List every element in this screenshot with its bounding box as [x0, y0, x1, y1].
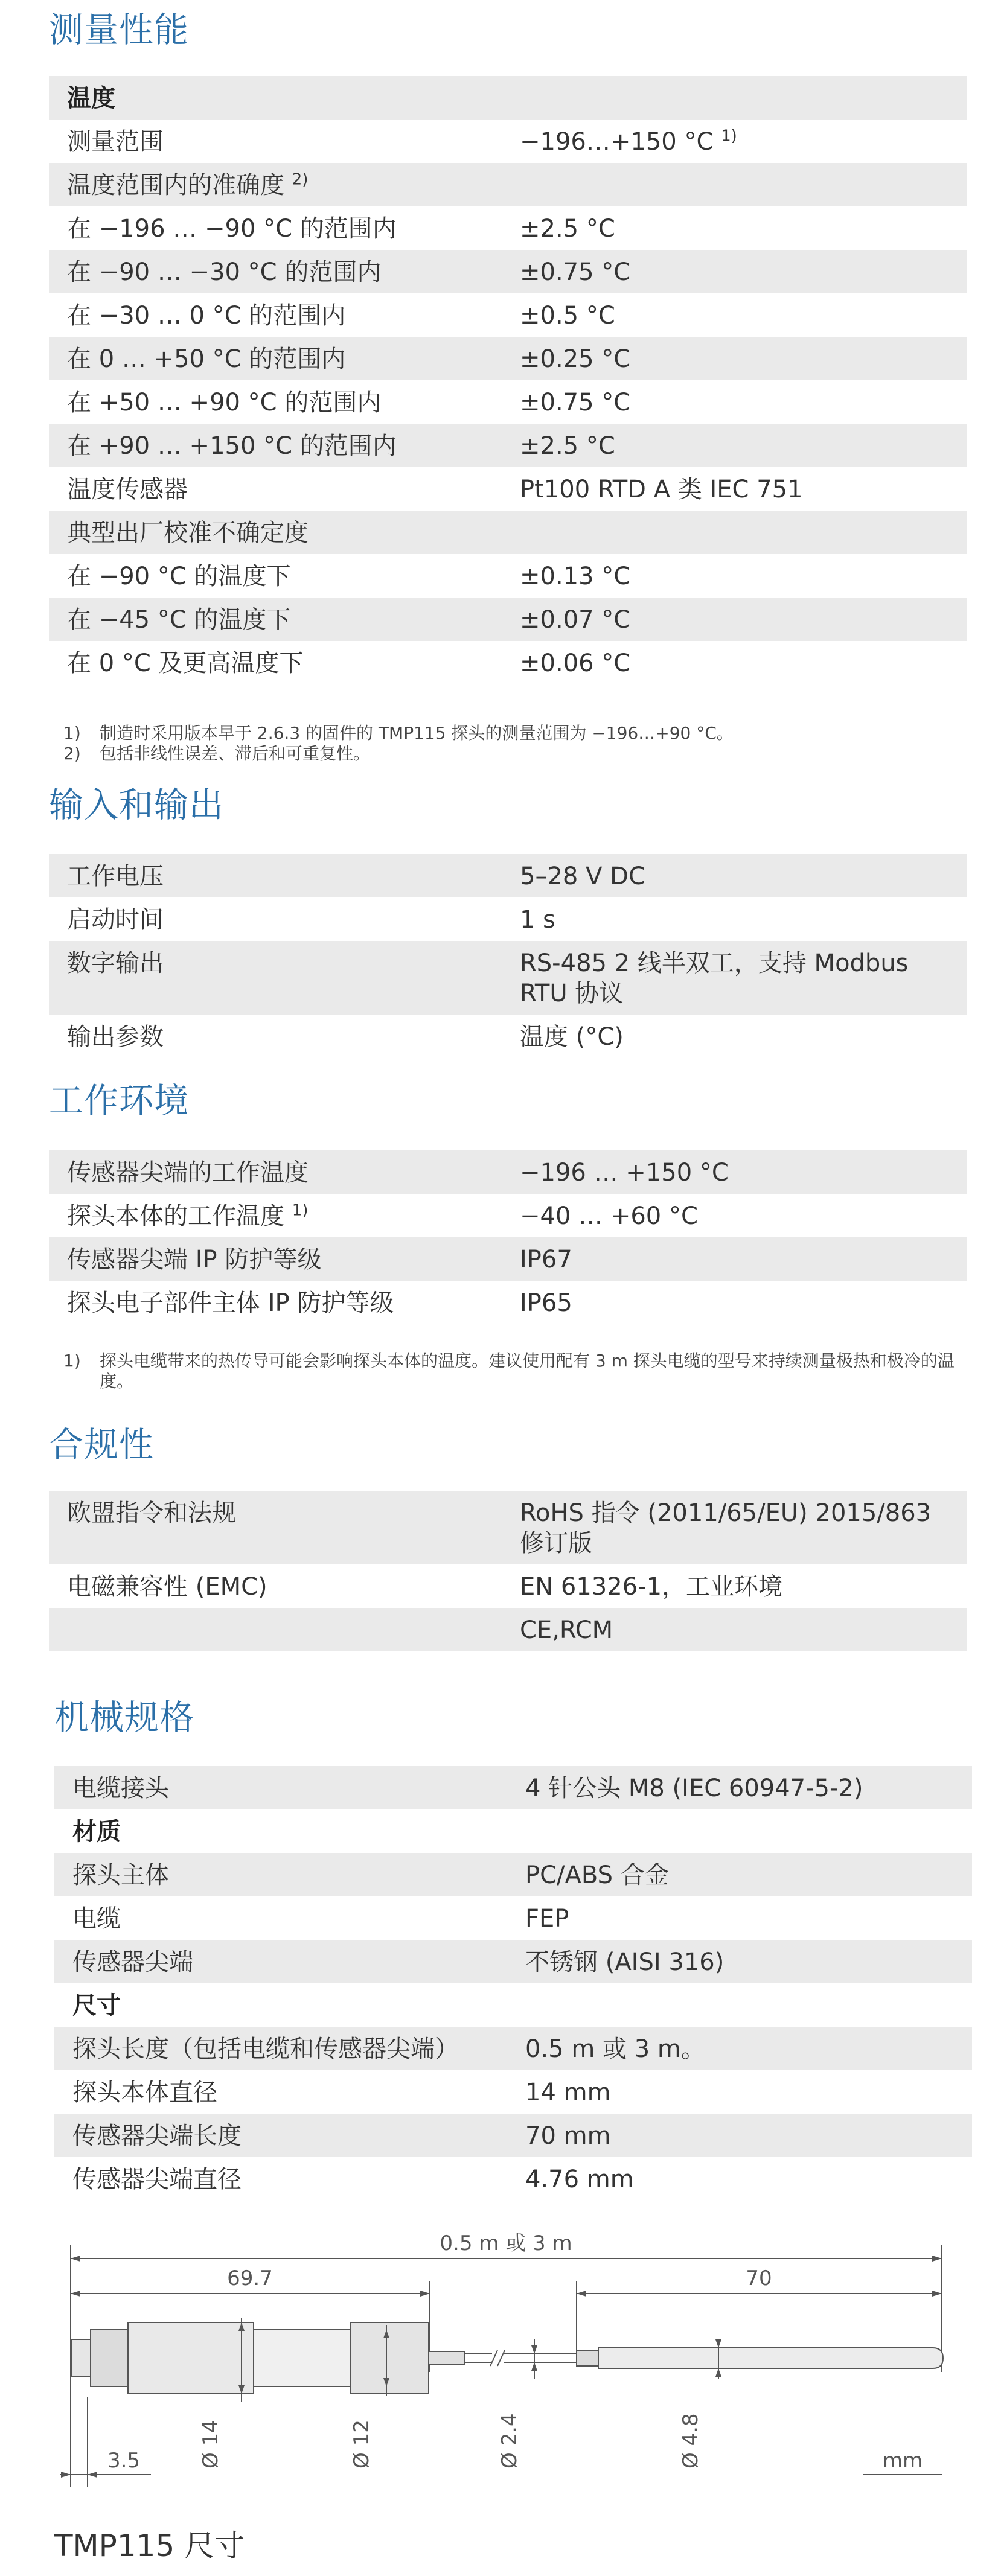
table-row [54, 1983, 972, 2027]
table-row [49, 76, 967, 120]
row-label: 在 0 … +50 °C 的范围内 [67, 345, 346, 373]
dim-unit: mm [882, 2449, 923, 2473]
table-row [49, 1564, 967, 1608]
dim-grip-diameter: Ø 12 [350, 2420, 374, 2469]
table-row [49, 854, 967, 897]
row-label: 传感器尖端 IP 防护等级 [67, 1246, 322, 1274]
row-label: 测量范围 [67, 128, 164, 156]
row-label: 传感器尖端 [72, 1948, 193, 1976]
footnote: 2) 包括非线性误差、滞后和可重复性。 [63, 744, 371, 764]
row-label: 在 0 °C 及更高温度下 [67, 649, 304, 677]
row-value: PC/ABS 合金 [525, 1861, 669, 1889]
footnote: 1) 探头电缆带来的热传导可能会影响探头本体的温度。建议使用配有 3 m 探头电缆的型号来持续测量极热和极冷的温度。 [63, 1351, 955, 1391]
table-row [54, 2157, 972, 2201]
table-row [49, 467, 967, 511]
row-label: 在 −90 °C 的温度下 [67, 563, 291, 590]
table-row [49, 1281, 967, 1324]
measurement-footnotes [63, 723, 957, 764]
table-row [49, 941, 967, 1015]
row-label: 探头主体 [72, 1861, 169, 1889]
row-value: ±0.13 °C [520, 563, 631, 590]
footnote: 1) 制造时采用版本早于 2.6.3 的固件的 TMP115 探头的测量范围为 −196…+90 °C。 [63, 723, 734, 743]
table-row [49, 1237, 967, 1281]
table-row [49, 1491, 967, 1564]
row-label: 传感器尖端直径 [72, 2166, 242, 2193]
row-value: 5–28 V DC [520, 862, 645, 890]
row-value: −40 … +60 °C [520, 1202, 698, 1230]
row-label: 工作电压 [67, 862, 164, 890]
section-title-io: 输入和输出 [49, 785, 224, 825]
row-value: IP65 [520, 1289, 572, 1317]
row-label: 探头本体的工作温度 $^{1)}$ [67, 1201, 309, 1230]
drawing-caption: TMP115 尺寸 [54, 2528, 245, 2563]
row-value: −196…+150 °C $^{1)}$ [520, 127, 737, 156]
row-value: 不锈钢 (AISI 316) [525, 1948, 725, 1976]
row-value: 14 mm [525, 2079, 611, 2106]
row-label: 电磁兼容性 (EMC) [67, 1573, 267, 1601]
table-row [49, 1015, 967, 1058]
row-label: 尺寸 [72, 1992, 121, 2020]
row-value: Pt100 RTD A 类 IEC 751 [520, 476, 803, 503]
row-label: 在 −45 °C 的温度下 [67, 606, 291, 634]
table-row [54, 2070, 972, 2114]
environment-footnotes [63, 1351, 957, 1392]
dim-tip-length: 70 [746, 2266, 772, 2291]
row-label: 温度 [67, 84, 115, 112]
table-row [49, 1194, 967, 1237]
table-row [49, 380, 967, 424]
row-value: 4 针公头 M8 (IEC 60947-5-2) [525, 1774, 863, 1802]
table-row [54, 2114, 972, 2157]
row-label: 在 +50 … +90 °C 的范围内 [67, 389, 382, 416]
dim-tip-diameter: Ø 4.8 [679, 2413, 703, 2469]
section-title-compliance: 合规性 [49, 1425, 154, 1465]
table-row [54, 1766, 972, 1809]
table-row [54, 1809, 972, 1853]
row-value: IP67 [520, 1246, 572, 1274]
compliance-table [49, 1491, 967, 1651]
measurement-table [49, 76, 967, 684]
row-label: 数字输出 [67, 949, 164, 977]
row-label: 启动时间 [67, 906, 164, 934]
row-label: 探头本体直径 [72, 2079, 217, 2106]
table-row [54, 1940, 972, 1983]
table-row [54, 1853, 972, 1896]
row-label: 材质 [72, 1818, 121, 1846]
row-value: CE,RCM [520, 1616, 613, 1644]
row-label: 探头长度（包括电缆和传感器尖端） [72, 2035, 459, 2063]
row-label: 温度范围内的准确度 $^{2)}$ [67, 170, 309, 199]
row-value: RS-485 2 线半双工，支持 Modbus RTU 协议 [520, 949, 909, 1007]
row-label: 传感器尖端长度 [72, 2122, 242, 2150]
dimension-drawing [0, 2221, 998, 2511]
dim-cable-diameter: Ø 2.4 [497, 2413, 522, 2469]
dim-connector-length: 3.5 [107, 2449, 141, 2473]
table-row [49, 120, 967, 163]
row-value: ±2.5 °C [520, 215, 615, 243]
row-label: 在 −90 … −30 °C 的范围内 [67, 258, 382, 286]
table-row [49, 897, 967, 941]
row-value: ±0.06 °C [520, 649, 631, 677]
section-title-mechanical: 机械规格 [54, 1698, 194, 1738]
section-title-measurement: 测量性能 [49, 10, 189, 50]
row-value: ±2.5 °C [520, 432, 615, 460]
row-value: ±0.25 °C [520, 345, 631, 373]
row-label: 电缆接头 [72, 1774, 169, 1802]
mechanical-table [54, 1766, 972, 2201]
row-value: ±0.75 °C [520, 258, 631, 286]
row-label: 在 −196 … −90 °C 的范围内 [67, 215, 397, 243]
row-value: ±0.5 °C [520, 302, 615, 330]
table-row [49, 424, 967, 467]
environment-table [49, 1150, 967, 1324]
row-value: −196 … +150 °C [520, 1159, 729, 1187]
row-value [520, 163, 967, 206]
row-label: 传感器尖端的工作温度 [67, 1159, 309, 1187]
row-value: 0.5 m 或 3 m。 [525, 2035, 705, 2063]
row-label: 温度传感器 [67, 476, 188, 503]
row-label: 在 +90 … +150 °C 的范围内 [67, 432, 397, 460]
row-value: FEP [525, 1905, 569, 1933]
row-label: 欧盟指令和法规 [67, 1499, 236, 1527]
row-value: ±0.07 °C [520, 606, 631, 634]
row-label: 典型出厂校准不确定度 [67, 519, 309, 547]
table-row [49, 163, 967, 206]
row-label: 输出参数 [67, 1023, 164, 1051]
row-value [520, 511, 967, 554]
section-title-environment: 工作环境 [49, 1081, 189, 1121]
dim-body-diameter: Ø 14 [199, 2420, 223, 2469]
row-value: ±0.75 °C [520, 389, 631, 416]
row-value: EN 61326-1，工业环境 [520, 1573, 783, 1601]
table-row [49, 293, 967, 337]
row-label [49, 1608, 520, 1651]
row-value: 1 s [520, 906, 556, 934]
table-row [54, 2027, 972, 2070]
row-value: 温度 (°C) [520, 1023, 624, 1051]
row-value [525, 1809, 972, 1853]
row-value: 4.76 mm [525, 2166, 634, 2193]
row-value: 70 mm [525, 2122, 611, 2150]
table-row [49, 206, 967, 250]
table-row [49, 641, 967, 684]
row-value [520, 76, 967, 120]
table-row [49, 1608, 967, 1651]
row-value: RoHS 指令 (2011/65/EU) 2015/863 修订版 [520, 1499, 932, 1557]
table-row [49, 250, 967, 293]
table-row [54, 1896, 972, 1940]
row-label: 在 −30 … 0 °C 的范围内 [67, 302, 346, 330]
table-row [49, 598, 967, 641]
table-row [49, 337, 967, 380]
io-table [49, 854, 967, 1058]
dim-body-length: 69.7 [227, 2266, 273, 2291]
table-row [49, 511, 967, 554]
row-value [525, 1983, 972, 2027]
row-label: 探头电子部件主体 IP 防护等级 [67, 1289, 394, 1317]
row-label: 电缆 [72, 1905, 121, 1933]
dim-total-length: 0.5 m 或 3 m [440, 2231, 572, 2256]
table-row [49, 1150, 967, 1194]
table-row [49, 554, 967, 598]
